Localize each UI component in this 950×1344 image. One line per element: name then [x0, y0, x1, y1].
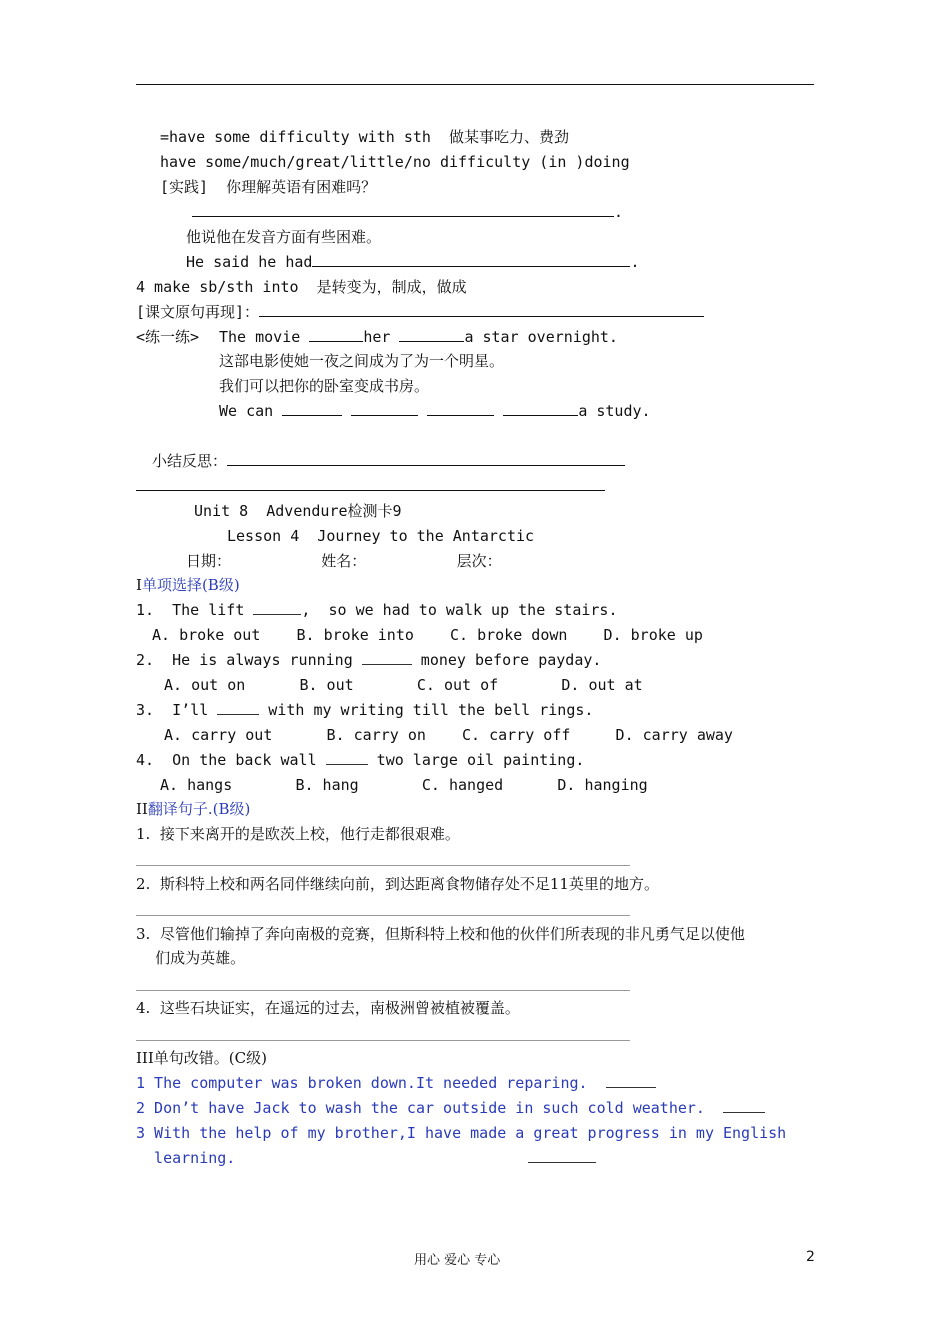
- exercise-blank-1[interactable]: [309, 327, 363, 342]
- summary-reflection: [152, 451, 625, 471]
- practice-en-2: He said he had .: [186, 253, 640, 271]
- practice-blank[interactable]: [312, 252, 630, 267]
- translation-item-2: 2. 斯科特上校和两名同伴继续向前，到达距离食物储存处不足11英里的地方。: [136, 875, 659, 893]
- summary-label: 小结反思：: [152, 452, 228, 470]
- question-4-stem: [136, 750, 584, 770]
- q3-stem-b: with my writing till the bell rings.: [259, 701, 594, 719]
- exercise-en-1-part-a: The movie: [219, 328, 310, 346]
- summary-rule: [136, 490, 605, 491]
- exercise-en-1-part-c: a star overnight.: [464, 328, 618, 346]
- summary-blank[interactable]: [227, 451, 625, 466]
- question-3-options[interactable]: A. carry out B. carry on C. carry off D. carry away: [164, 726, 733, 744]
- translation-item-3: 3. 尽管他们输掉了奔向南极的竞赛，但斯科特上校和他的伙伴们所表现的非凡勇气足以使他: [136, 925, 745, 943]
- q4-blank[interactable]: [326, 750, 368, 765]
- note-line-2: have some/much/great/little/no difficulty (in )doing: [160, 153, 630, 171]
- translation-item-1: 1. 接下来离开的是欧茨上校，他行走都很艰难。: [136, 825, 460, 843]
- q2-stem-a: 2. He is always running: [136, 651, 362, 669]
- text-reappear: [136, 302, 704, 322]
- text-reappear-label: [课文原句再现]：: [136, 303, 260, 321]
- footer-motto: 用心 爱心 专心: [414, 1253, 501, 1268]
- practice-cn-2: 他说他在发音方面有些困难。: [186, 228, 382, 246]
- exercise-blank-6[interactable]: [503, 401, 578, 416]
- q4-stem-b: two large oil painting.: [367, 751, 585, 769]
- section-1-roman: I: [136, 576, 142, 594]
- correction-item-1-text: 1 The computer was broken down.It needed reparing.: [136, 1074, 588, 1092]
- section-2-title: [136, 799, 250, 819]
- correction-item-1: [136, 1073, 656, 1093]
- item-4-heading: 4 make sb/sth into 是转变为，制成，做成: [136, 278, 467, 296]
- question-2-stem: [136, 650, 601, 670]
- page-number: 2: [806, 1249, 815, 1265]
- section-1-text: 单项选择(B级): [141, 576, 240, 594]
- q3-blank[interactable]: [217, 700, 259, 715]
- unit-title: Unit 8 Advendure检测卡9: [194, 502, 402, 520]
- note-line-1: =have some difficulty with sth 做某事吃力、费劲: [160, 128, 569, 146]
- section-2-text: 翻译句子.(B级): [147, 800, 251, 818]
- section-1-title: [136, 575, 240, 595]
- exercise-blank-3[interactable]: [282, 401, 342, 416]
- practice-label: [实践] 你理解英语有困难吗？: [160, 178, 377, 196]
- correction-blank-3-wrap: [528, 1148, 596, 1168]
- practice-en-2-prefix: He said he had: [186, 253, 313, 271]
- question-3-stem: [136, 700, 593, 720]
- correction-blank-2[interactable]: [723, 1098, 765, 1113]
- correction-item-3-cont: learning.: [136, 1149, 236, 1167]
- exercise-blank-5[interactable]: [427, 401, 494, 416]
- exercise-en-2-part-b: a study.: [578, 402, 651, 420]
- question-1-options[interactable]: A. broke out B. broke into C. broke down D. broke up: [152, 626, 703, 644]
- exercise-cn-1: 这部电影使她一夜之间成为了为一个明星。: [219, 352, 505, 370]
- header-rule: [136, 84, 814, 85]
- q2-stem-b: money before payday.: [411, 651, 602, 669]
- question-4-options[interactable]: A. hangs B. hang C. hanged D. hanging: [160, 776, 648, 794]
- translation-item-3-cont: 们成为英雄。: [136, 949, 246, 967]
- lesson-title: Lesson 4 Journey to the Antarctic: [227, 527, 535, 545]
- translation-item-4: 4. 这些石块证实，在遥远的过去，南极洲曾被植被覆盖。: [136, 999, 520, 1017]
- translation-answer-line-1[interactable]: [136, 865, 630, 866]
- q4-stem-a: 4. On the back wall: [136, 751, 326, 769]
- text-reappear-blank[interactable]: [259, 302, 704, 317]
- practice-answer-line-1[interactable]: .: [192, 202, 623, 222]
- exercise-label: <练一练>: [136, 328, 200, 346]
- correction-item-2: [136, 1098, 765, 1118]
- translation-answer-line-4[interactable]: [136, 1040, 630, 1041]
- exercise-blank-4[interactable]: [351, 401, 418, 416]
- translation-answer-line-2[interactable]: [136, 915, 630, 916]
- exercise-en-2: [219, 401, 651, 421]
- q2-blank[interactable]: [362, 650, 412, 665]
- question-2-options[interactable]: A. out on B. out C. out of D. out at: [164, 676, 643, 694]
- q3-stem-a: 3. I’ll: [136, 701, 218, 719]
- question-1-stem: [136, 600, 617, 620]
- section-2-roman: II: [136, 800, 148, 818]
- section-3-title: III单句改错。(C级): [136, 1049, 267, 1067]
- correction-blank-1[interactable]: [606, 1073, 656, 1088]
- correction-item-2-text: 2 Don’t have Jack to wash the car outside in such cold weather.: [136, 1099, 705, 1117]
- correction-blank-3[interactable]: [528, 1148, 596, 1163]
- exercise-blank-2[interactable]: [399, 327, 464, 342]
- q1-blank[interactable]: [253, 600, 301, 615]
- q1-stem-a: 1. The lift: [136, 601, 254, 619]
- q1-stem-b: , so we had to walk up the stairs.: [301, 601, 618, 619]
- translation-answer-line-3[interactable]: [136, 990, 630, 991]
- exercise-en-1-part-b: her: [363, 328, 400, 346]
- exercise-cn-2: 我们可以把你的卧室变成书房。: [219, 377, 430, 395]
- student-info-fields: 日期： 姓名： 层次：: [186, 552, 502, 570]
- correction-item-3: 3 With the help of my brother,I have made a great progress in my English: [136, 1124, 787, 1142]
- exercise-en-2-part-a: We can: [219, 402, 283, 420]
- exercise-en-1: [219, 327, 618, 347]
